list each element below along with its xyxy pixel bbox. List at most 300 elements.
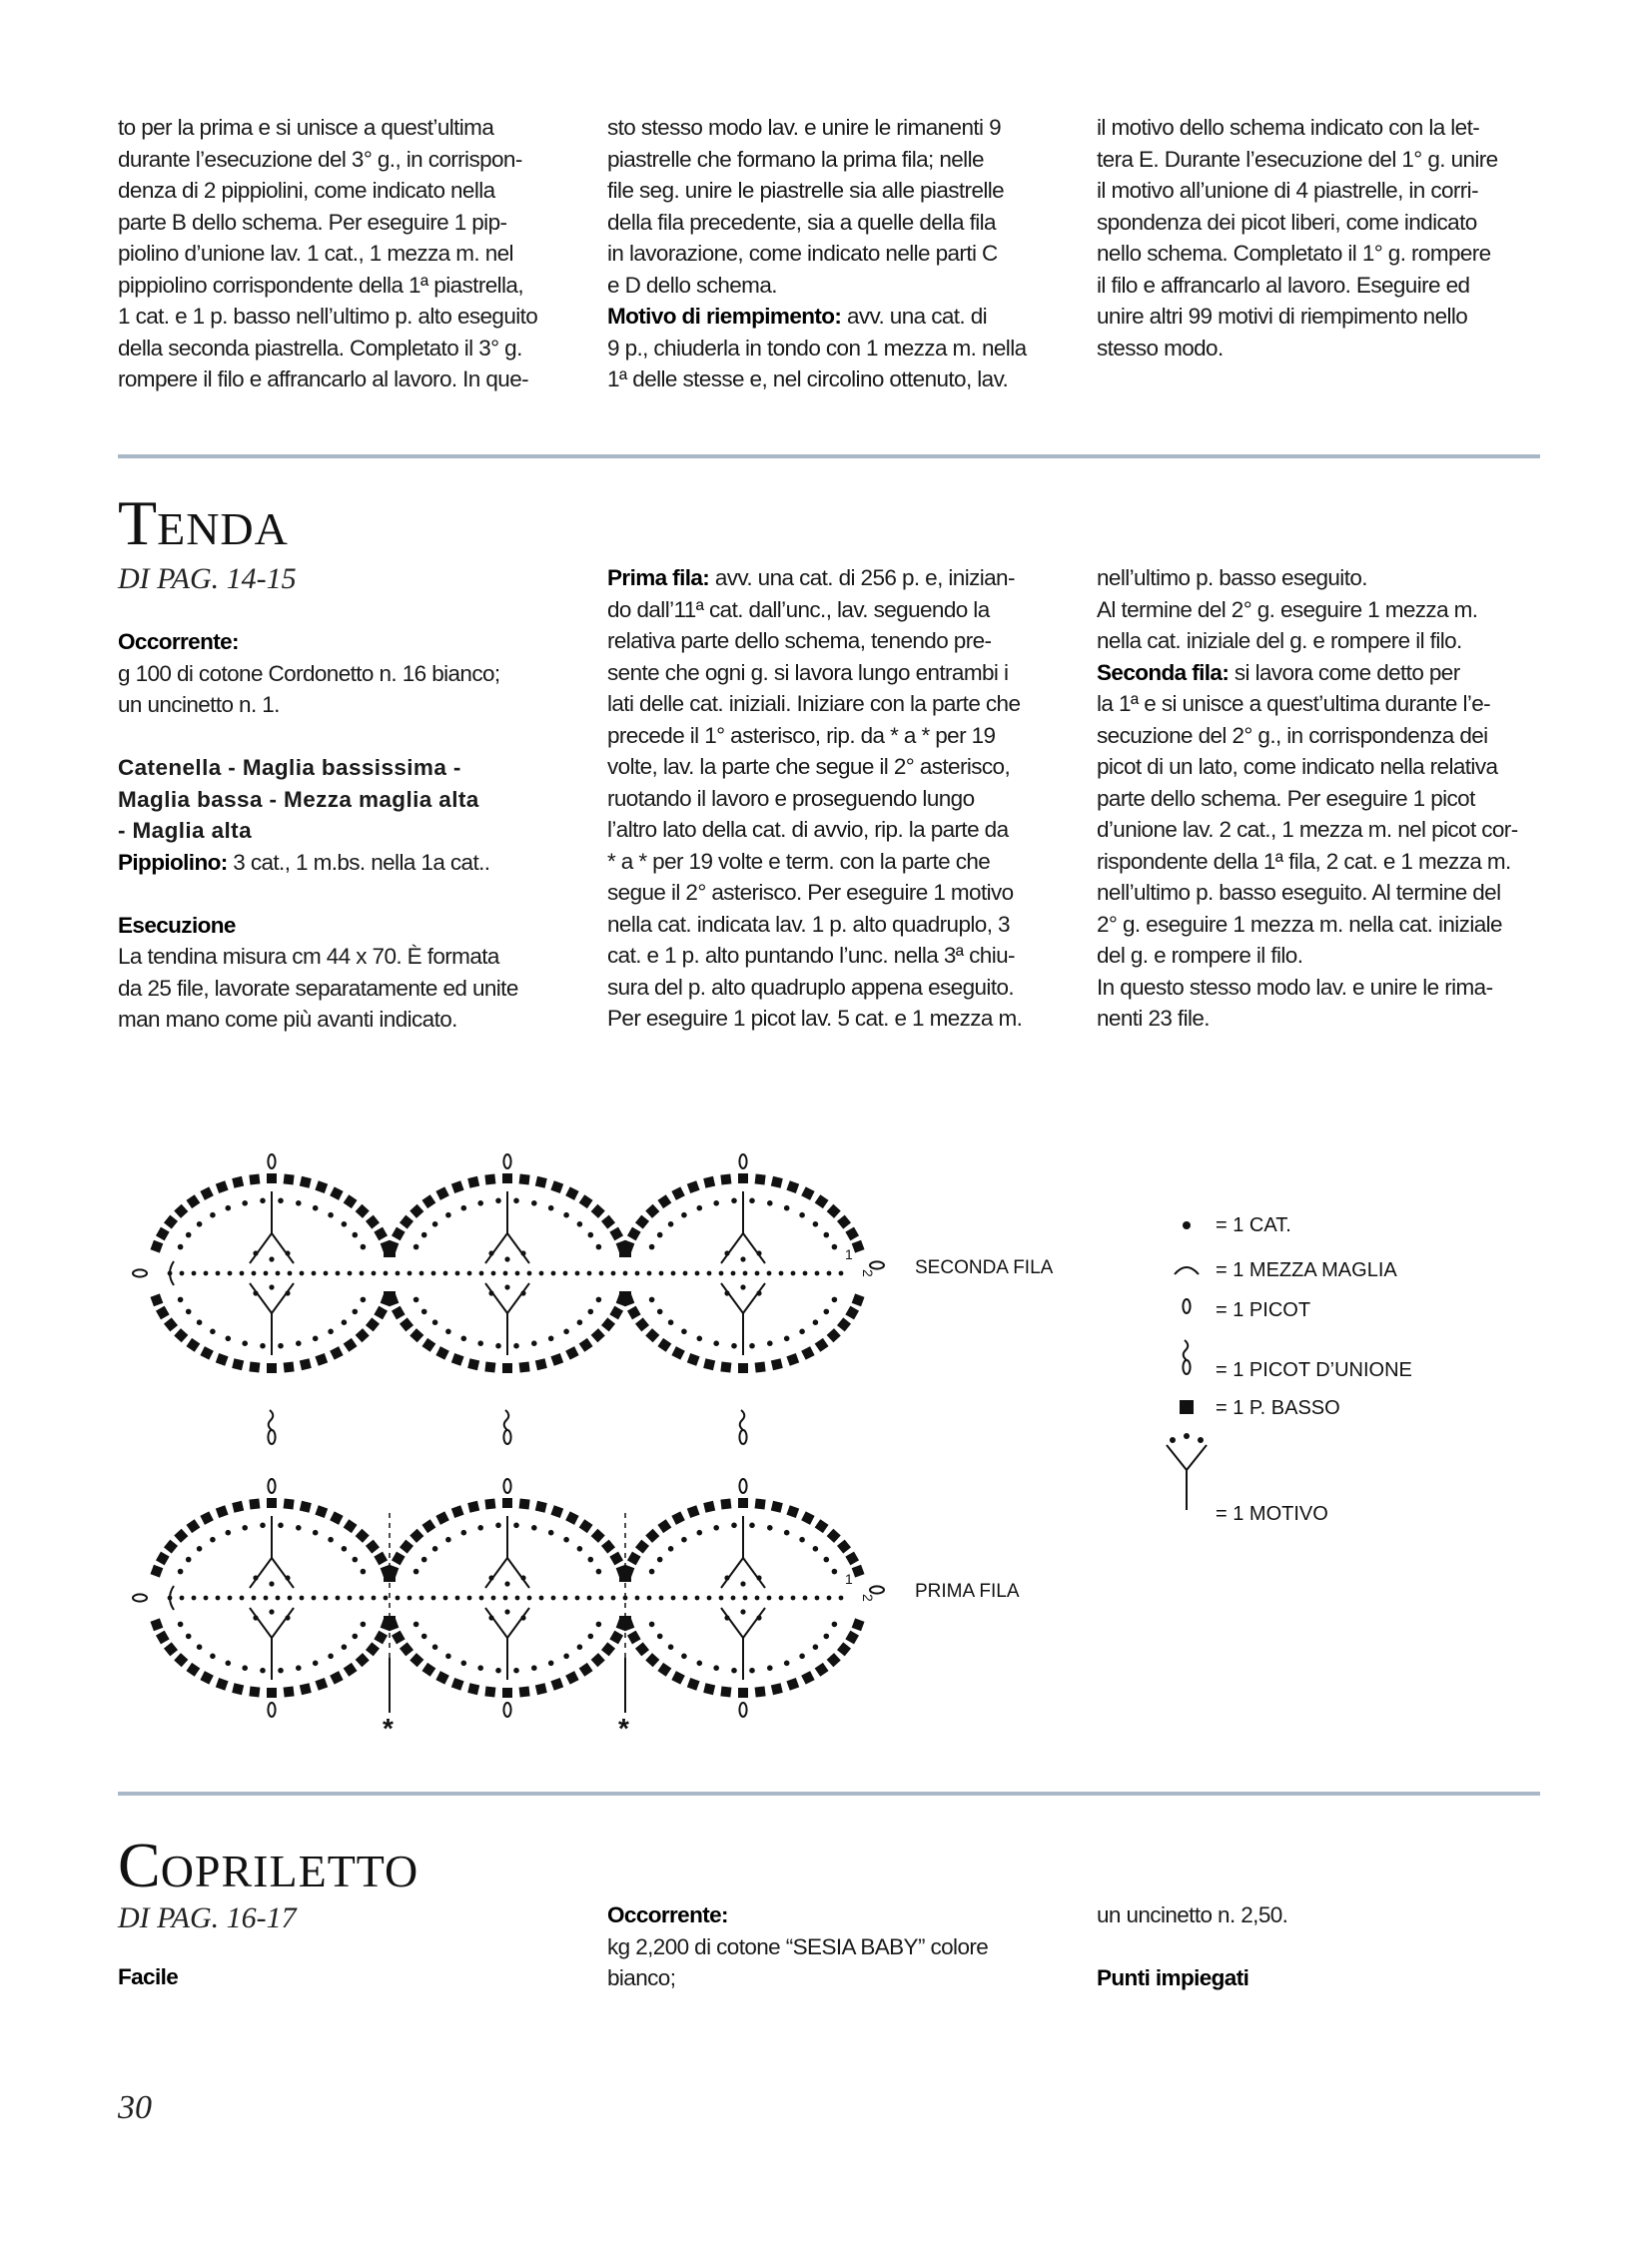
chain-dot	[813, 1644, 819, 1650]
chain-dot	[803, 1596, 808, 1601]
chain-dot	[384, 1271, 389, 1276]
square-icon	[1180, 1400, 1194, 1414]
chain-dot	[260, 1198, 266, 1204]
chain-dot	[253, 1615, 258, 1620]
square-stitch	[186, 1338, 200, 1352]
copriletto-hook-text: un uncinetto n. 2,50.	[1097, 1902, 1288, 1927]
square-stitch	[591, 1529, 605, 1543]
chain-dot	[504, 1284, 509, 1289]
chain-dot	[749, 1523, 755, 1529]
chain-dot	[527, 1596, 532, 1601]
square-stitch	[366, 1317, 380, 1331]
chain-dot	[413, 1622, 419, 1628]
legend-label: = 1 P. BASSO	[1216, 1397, 1340, 1419]
square-stitch	[565, 1511, 578, 1524]
legend-label: = 1 PICOT D’UNIONE	[1216, 1359, 1412, 1381]
chain-dot	[432, 1221, 438, 1227]
chain-dot	[740, 1256, 745, 1261]
chain-dot	[445, 1212, 451, 1218]
chain-dot	[681, 1212, 687, 1218]
chain-dot	[240, 1271, 245, 1276]
legend-item	[1183, 1299, 1310, 1321]
square-stitch	[827, 1653, 841, 1667]
square-stitch	[164, 1540, 178, 1554]
chain-dot	[520, 1290, 525, 1295]
tenda-column-1	[118, 626, 565, 1036]
picot-icon	[870, 1261, 884, 1268]
chain-dot	[285, 1250, 290, 1255]
chain-dot	[588, 1309, 594, 1315]
motivo-icon	[721, 1516, 765, 1588]
chain-dot	[178, 1622, 184, 1628]
chain-dot	[520, 1575, 525, 1580]
chain-dot	[312, 1271, 317, 1276]
square-stitch	[400, 1317, 413, 1331]
square-stitch	[601, 1642, 615, 1656]
square-stitch	[550, 1505, 563, 1518]
chain-dot	[197, 1546, 203, 1552]
square-stitch	[267, 1173, 277, 1183]
chain-dot	[421, 1557, 427, 1563]
chain-dot	[713, 1665, 719, 1671]
square-stitch	[366, 1540, 380, 1554]
square-stitch	[400, 1642, 413, 1656]
chain-dot	[824, 1634, 830, 1640]
legend-label: = 1 PICOT	[1216, 1299, 1311, 1321]
text-line: cat. e 1 p. alto puntando l’unc. nella 3ª chiu-	[607, 943, 1015, 968]
chain-dot	[767, 1200, 773, 1206]
square-stitch	[156, 1227, 170, 1241]
square-stitch	[267, 1688, 277, 1698]
chain-dot	[548, 1205, 554, 1211]
square-stitch	[591, 1653, 605, 1667]
square-stitch	[786, 1180, 799, 1193]
square-stitch	[374, 1306, 388, 1320]
chain-dot	[197, 1644, 203, 1650]
chain-dot	[832, 1297, 838, 1303]
square-stitch	[330, 1511, 343, 1524]
text-line: del g. e rompere il filo.	[1097, 943, 1303, 968]
chain-dot	[767, 1525, 773, 1531]
text-line: picot di un lato, come indicato nella relativa	[1097, 754, 1498, 779]
chain-dot	[681, 1537, 687, 1543]
chain-dot	[226, 1336, 232, 1342]
square-stitch	[150, 1240, 163, 1253]
chain-dot	[577, 1546, 583, 1552]
text-line: denza di 2 pippiolini, come indicato nella	[118, 178, 495, 203]
chain-dot	[587, 1596, 592, 1601]
chain-dot	[611, 1271, 616, 1276]
chain-dot	[361, 1622, 367, 1628]
square-stitch	[687, 1180, 700, 1193]
text-line: secuzione del 2° g., in corrispondenza dei	[1097, 722, 1488, 748]
square-stitch	[609, 1552, 623, 1566]
text-line: do dall’11ª cat. dall’unc., lav. seguendo la	[607, 596, 990, 622]
square-stitch	[687, 1678, 700, 1691]
square-stitch	[232, 1501, 244, 1513]
square-stitch	[827, 1204, 841, 1218]
square-stitch	[232, 1176, 244, 1188]
chain-dot	[513, 1198, 519, 1204]
chain-dot	[531, 1200, 537, 1206]
chain-dot	[348, 1271, 353, 1276]
square-stitch	[150, 1293, 163, 1306]
legend-item	[1180, 1397, 1340, 1419]
square-stitch	[645, 1328, 659, 1342]
square-stitch	[502, 1498, 512, 1508]
chain-dot	[479, 1271, 484, 1276]
square-stitch	[174, 1328, 188, 1342]
square-stitch	[671, 1186, 684, 1199]
text-line: 1ª delle stesse e, nel circolino ottenuto, lav.	[607, 367, 1009, 391]
motivo-text: avv. una cat. di	[841, 304, 988, 329]
chain-dot	[839, 1596, 844, 1601]
seconda-fila-heading: Seconda fila:	[1097, 659, 1230, 685]
occorrente-line: g 100 di cotone Cordonetto n. 16 bianco;	[118, 660, 500, 686]
text-line: precede il 1° asterisco, rip. da * a * per 19	[607, 722, 996, 748]
square-stitch	[451, 1353, 464, 1366]
square-stitch	[300, 1358, 312, 1370]
square-stitch	[519, 1686, 530, 1697]
chain-dot	[313, 1661, 319, 1667]
square-stitch	[627, 1227, 641, 1241]
chain-dot	[577, 1644, 583, 1650]
chain-dot	[178, 1569, 184, 1575]
chain-dot	[813, 1221, 819, 1227]
chain-dot	[360, 1596, 365, 1601]
text-line: segue il 2° asterisco. Per eseguire 1 motivo	[607, 880, 1014, 905]
chain-dot	[353, 1557, 359, 1563]
chain-dot	[713, 1525, 719, 1531]
chain-dot	[260, 1668, 266, 1674]
square-stitch	[232, 1358, 244, 1370]
square-stitch	[755, 1498, 766, 1509]
square-stitch	[384, 1291, 396, 1303]
chain-dot	[596, 1569, 602, 1575]
text-line: piolino d’unione lav. 1 cat., 1 mezza m. nel	[118, 241, 513, 266]
chain-dot	[563, 1654, 569, 1660]
chain-dot	[649, 1244, 655, 1250]
chain-dot	[799, 1212, 805, 1218]
square-stitch	[837, 1215, 851, 1229]
square-stitch	[435, 1511, 448, 1524]
text-line: 2° g. eseguire 1 mezza m. nella cat. iniziale	[1097, 911, 1502, 937]
square-stitch	[801, 1671, 814, 1684]
square-stitch	[356, 1328, 370, 1342]
tenda-column-2	[607, 562, 1055, 1035]
chain-dot	[515, 1596, 520, 1601]
chain-dot	[178, 1297, 184, 1303]
square-stitch	[267, 1498, 277, 1508]
picot-icon	[268, 1703, 275, 1717]
square-stitch	[827, 1328, 841, 1342]
square-stitch	[703, 1501, 715, 1513]
square-stitch	[467, 1501, 479, 1513]
chain-dot	[756, 1615, 761, 1620]
chain-dot	[285, 1290, 290, 1295]
picot-icon	[739, 1154, 746, 1168]
text-line: nenti 23 file.	[1097, 1006, 1210, 1031]
square-stitch	[410, 1328, 423, 1342]
motivo-icon	[485, 1191, 529, 1263]
chain-dot	[749, 1668, 755, 1674]
square-stitch	[579, 1338, 593, 1352]
square-stitch	[174, 1204, 188, 1218]
text-line: unire altri 99 motivi di riempimento nello	[1097, 304, 1468, 329]
chain-dot	[495, 1523, 501, 1529]
text-line: volte, lav. la parte che segue il 2° asterisco,	[607, 754, 1011, 779]
chain-dot	[467, 1271, 472, 1276]
chain-dot	[504, 1581, 509, 1586]
square-stitch	[771, 1358, 783, 1370]
chain-dot	[657, 1634, 663, 1640]
asterisk-marker: *	[383, 1713, 394, 1744]
text-line: pippiolino corrispondente della 1ª piastrella,	[118, 272, 523, 298]
chain-dot	[719, 1271, 724, 1276]
text-line: In questo stesso modo lav. e unire le rima-	[1097, 974, 1493, 1000]
chain-dot	[253, 1290, 258, 1295]
square-stitch	[356, 1204, 370, 1218]
chain-dot	[242, 1200, 248, 1206]
chain-dot	[839, 1271, 844, 1276]
square-stitch	[300, 1176, 312, 1188]
square-stitch	[755, 1686, 766, 1697]
chain-dot	[749, 1343, 755, 1349]
square-stitch	[156, 1631, 170, 1645]
chain-dot	[192, 1596, 197, 1601]
square-stitch	[400, 1215, 413, 1229]
square-stitch	[609, 1631, 623, 1645]
square-stitch	[421, 1338, 435, 1352]
chain-dot	[697, 1336, 703, 1342]
motivo-icon	[250, 1516, 294, 1588]
chain-dot	[242, 1525, 248, 1531]
square-stitch	[687, 1353, 700, 1366]
chain-dot	[681, 1329, 687, 1335]
chain-dot	[488, 1290, 493, 1295]
square-stitch	[815, 1194, 829, 1208]
square-stitch	[366, 1642, 380, 1656]
square-stitch	[186, 1663, 200, 1677]
chain-dot	[695, 1271, 700, 1276]
section-divider-tenda	[118, 454, 1540, 458]
square-stitch	[164, 1642, 178, 1656]
motivo-icon	[485, 1283, 529, 1355]
motivo-icon	[485, 1516, 529, 1588]
chain-dot	[296, 1665, 302, 1671]
square-stitch	[392, 1227, 406, 1241]
chain-dot	[491, 1596, 496, 1601]
chain-dot	[443, 1596, 448, 1601]
square-stitch	[435, 1346, 448, 1359]
chain-dot	[779, 1596, 784, 1601]
chain-dot	[724, 1575, 729, 1580]
chain-dot	[668, 1221, 674, 1227]
chain-dot	[707, 1271, 712, 1276]
seconda-fila-text: si lavora come detto per	[1229, 659, 1460, 685]
chain-dot	[336, 1596, 341, 1601]
square-stitch	[720, 1686, 731, 1697]
chain-dot	[1198, 1437, 1204, 1443]
square-stitch	[519, 1361, 530, 1372]
chain-dot	[683, 1271, 688, 1276]
chain-dot	[815, 1271, 820, 1276]
chain-dot	[353, 1309, 359, 1315]
square-stitch	[200, 1346, 213, 1359]
text-line: l’altro lato della cat. di avvio, rip. la parte da	[607, 817, 1009, 842]
section-subtitle-copriletto: DI PAG. 16-17	[118, 1901, 297, 1934]
chain-dot	[491, 1271, 496, 1276]
chain-dot	[260, 1523, 266, 1529]
chain-dot	[210, 1329, 216, 1335]
square-stitch	[156, 1306, 170, 1320]
square-stitch	[174, 1529, 188, 1543]
chain-dot	[743, 1596, 748, 1601]
square-stitch	[150, 1565, 163, 1578]
chain-dot	[269, 1284, 274, 1289]
asterisk-marker: *	[618, 1713, 629, 1744]
chain-dot	[269, 1609, 274, 1614]
legend-item	[1175, 1259, 1397, 1281]
square-stitch	[657, 1519, 671, 1533]
chain-dot	[599, 1271, 604, 1276]
square-stitch	[249, 1173, 260, 1184]
chain-dot	[278, 1343, 284, 1349]
square-stitch	[344, 1194, 358, 1208]
chain-dot	[577, 1221, 583, 1227]
square-stitch	[591, 1328, 605, 1342]
square-stitch	[671, 1671, 684, 1684]
square-stitch	[374, 1631, 388, 1645]
occorrente-line: kg 2,200 di cotone “SESIA BABY” colore	[607, 1933, 989, 1959]
square-stitch	[467, 1683, 479, 1695]
chain-dot	[575, 1596, 580, 1601]
chain-dot	[226, 1530, 232, 1536]
square-stitch	[216, 1353, 229, 1366]
chain-dot	[697, 1530, 703, 1536]
chain-dot	[724, 1290, 729, 1295]
chain-dot	[531, 1665, 537, 1671]
text-line: to per la prima e si unisce a quest’ultima	[118, 115, 494, 140]
text-line: Al termine del 2° g. eseguire 1 mezza m.	[1097, 596, 1478, 622]
motivo-icon	[721, 1283, 765, 1355]
chain-dot	[324, 1271, 329, 1276]
page-number: 30	[118, 2089, 152, 2126]
chain-dot	[216, 1596, 221, 1601]
square-stitch	[502, 1363, 512, 1373]
chain-dot	[563, 1329, 569, 1335]
square-stitch	[535, 1683, 547, 1695]
square-stitch	[392, 1306, 406, 1320]
square-stitch	[186, 1519, 200, 1533]
chain-dot	[659, 1271, 664, 1276]
chain-dot	[443, 1271, 448, 1276]
chain-dot	[813, 1546, 819, 1552]
square-stitch	[801, 1186, 814, 1199]
square-stitch	[484, 1173, 495, 1184]
chain-dot	[647, 1596, 652, 1601]
square-stitch	[671, 1346, 684, 1359]
square-stitch	[315, 1678, 328, 1691]
occorrente-line: bianco;	[607, 1965, 676, 1990]
chain-dot	[681, 1654, 687, 1660]
chain-dot	[577, 1319, 583, 1325]
square-stitch	[315, 1505, 328, 1518]
square-stitch	[703, 1176, 715, 1188]
motivo-heading: Motivo di riempimento:	[607, 304, 842, 329]
chain-dot	[461, 1530, 467, 1536]
square-stitch	[451, 1180, 464, 1193]
punti-heading-line: Catenella - Maglia bassissima -	[118, 755, 461, 780]
chain-dot	[513, 1343, 519, 1349]
square-stitch	[216, 1505, 229, 1518]
pippiolino-heading: Pippiolino:	[118, 849, 228, 875]
chain-dot	[596, 1244, 602, 1250]
chain-dot	[539, 1596, 544, 1601]
chain-dot	[348, 1596, 353, 1601]
chain-dot	[551, 1271, 556, 1276]
square-stitch	[845, 1306, 859, 1320]
chain-dot	[548, 1336, 554, 1342]
square-stitch	[156, 1552, 170, 1566]
chain-dot	[824, 1309, 830, 1315]
text-line: 1 cat. e 1 p. basso nell’ultimo p. alto eseguito	[118, 304, 538, 329]
square-stitch	[627, 1306, 641, 1320]
chain-dot	[419, 1271, 424, 1276]
square-stitch	[852, 1240, 865, 1253]
text-line: il motivo dello schema indicato con la let-	[1097, 115, 1480, 140]
square-stitch	[535, 1176, 547, 1188]
chain-dot	[461, 1661, 467, 1667]
dot-icon	[1183, 1221, 1191, 1229]
text-line: della fila precedente, sia a quelle della fila	[607, 209, 996, 235]
picot-icon	[739, 1479, 746, 1493]
chain-dot	[192, 1271, 197, 1276]
diagram-tile	[150, 1498, 393, 1698]
text-line: parte B dello schema. Per eseguire 1 pip-	[118, 209, 507, 235]
chain-dot	[731, 1271, 736, 1276]
square-stitch	[344, 1519, 358, 1533]
square-stitch	[627, 1552, 641, 1566]
chain-dot	[671, 1596, 676, 1601]
chain-dot	[445, 1537, 451, 1543]
chain-dot	[186, 1557, 192, 1563]
text-line: rompere il filo e affrancarlo al lavoro. In que-	[118, 367, 529, 391]
chain-dot	[755, 1271, 760, 1276]
chain-dot	[342, 1221, 348, 1227]
square-stitch	[635, 1642, 649, 1656]
legend-item	[1183, 1340, 1412, 1381]
chain-dot	[180, 1271, 185, 1276]
text-line: file seg. unire le piastrelle sia alle piastrelle	[607, 178, 1005, 203]
chain-dot	[719, 1596, 724, 1601]
picot-icon	[133, 1269, 147, 1276]
chain-dot	[767, 1340, 773, 1346]
chain-dot	[596, 1297, 602, 1303]
chain-dot	[799, 1329, 805, 1335]
chain-dot	[210, 1654, 216, 1660]
chain-dot	[288, 1596, 293, 1601]
chain-dot	[724, 1615, 729, 1620]
square-stitch	[502, 1688, 512, 1698]
chain-dot	[313, 1336, 319, 1342]
square-stitch	[519, 1498, 530, 1509]
square-stitch	[232, 1683, 244, 1695]
chain-dot	[749, 1198, 755, 1204]
square-stitch	[635, 1317, 649, 1331]
text-line: Per eseguire 1 picot lav. 5 cat. e 1 mezza m.	[607, 1006, 1023, 1031]
square-stitch	[186, 1194, 200, 1208]
